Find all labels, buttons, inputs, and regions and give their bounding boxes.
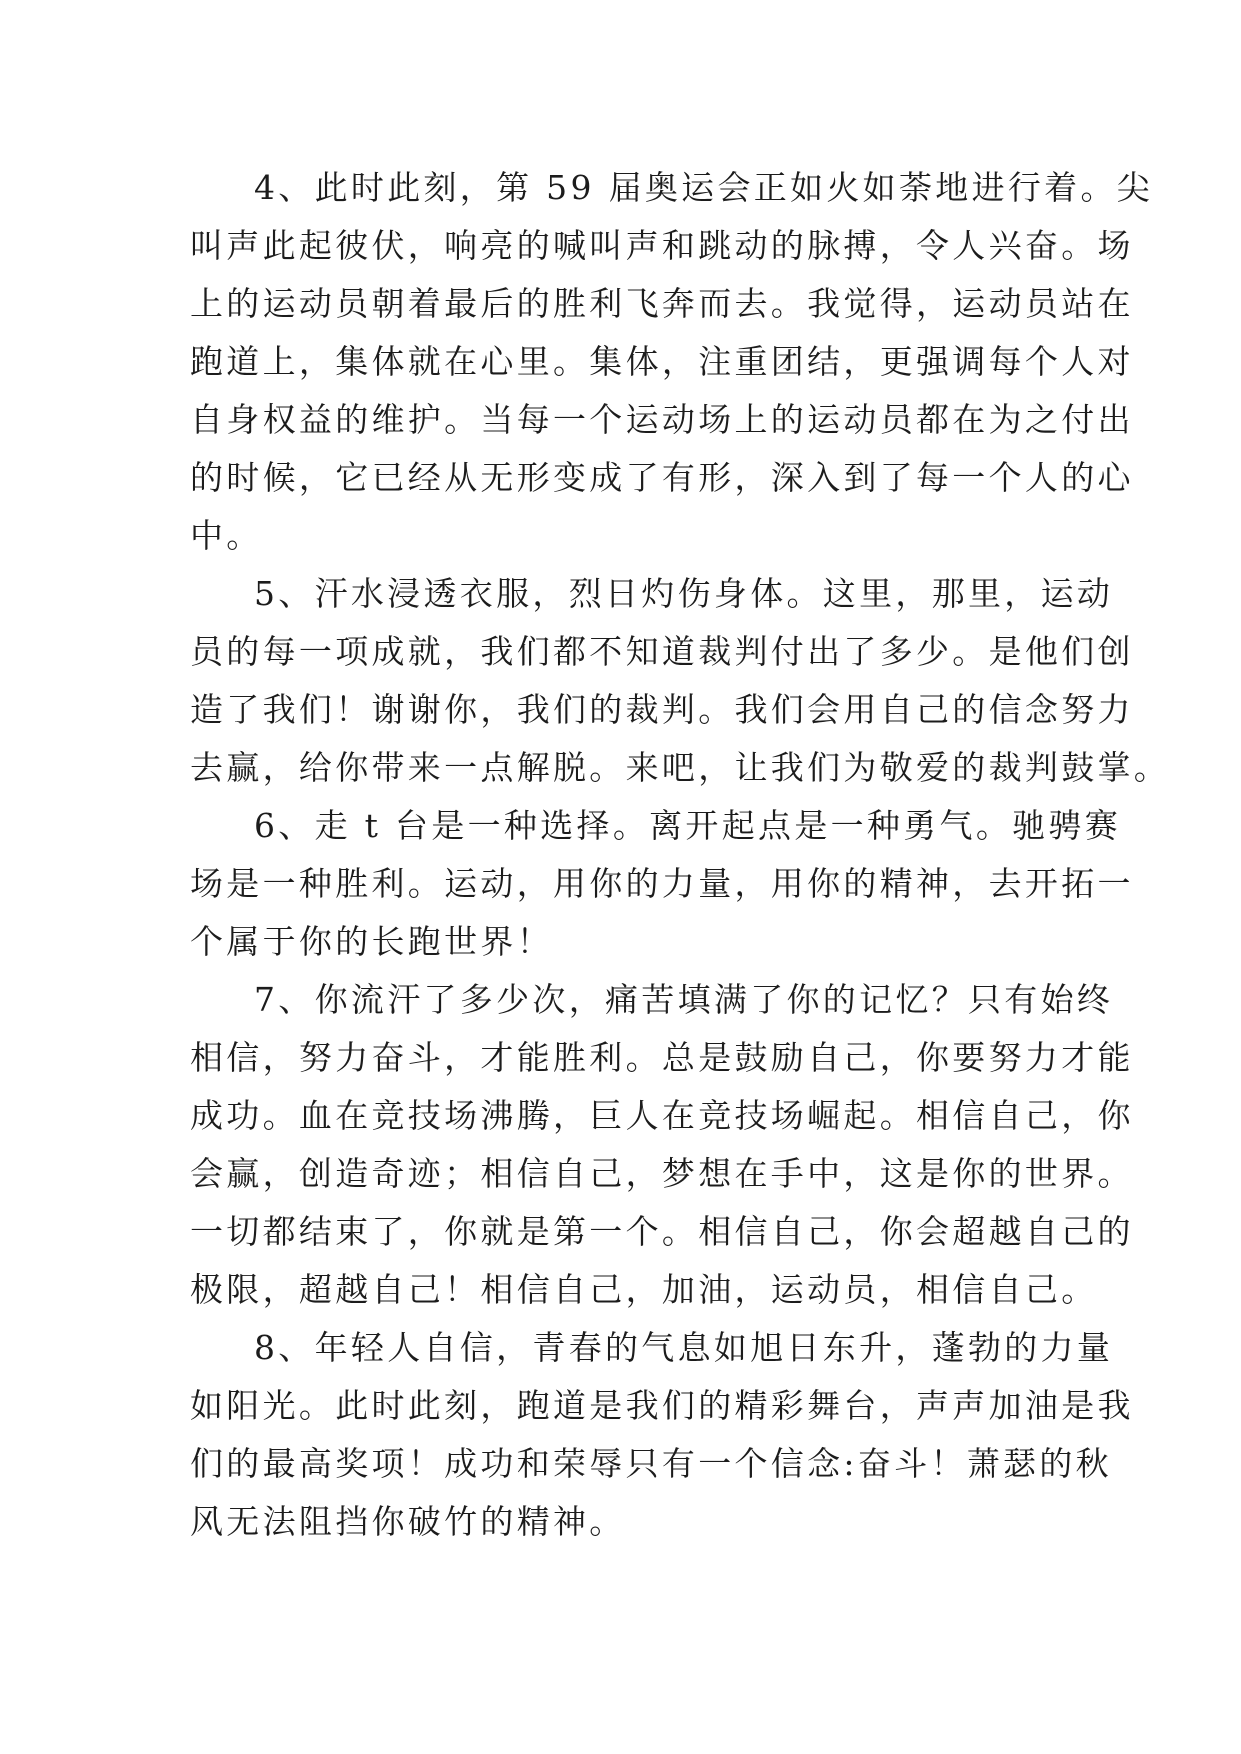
paragraph-8-line-1: 8、年轻人自信，青春的气息如旭日东升，蓬勃的力量	[254, 1328, 1114, 1367]
paragraph-8-line-4: 风无法阻挡你破竹的精神。	[190, 1502, 626, 1541]
paragraph-4-line-2: 叫声此起彼伏，响亮的喊叫声和跳动的脉搏，令人兴奋。场	[190, 226, 1134, 265]
paragraph-5-line-1: 5、汗水浸透衣服，烈日灼伤身体。这里，那里，运动	[254, 574, 1114, 613]
paragraph-7-line-6: 极限，超越自己！相信自己，加油，运动员，相信自己。	[190, 1270, 1098, 1309]
paragraph-4-line-3: 上的运动员朝着最后的胜利飞奔而去。我觉得，运动员站在	[190, 284, 1134, 323]
paragraph-8-line-3: 们的最高奖项！成功和荣辱只有一个信念:奋斗！萧瑟的秋	[190, 1444, 1112, 1483]
paragraph-8-line-2: 如阳光。此时此刻，跑道是我们的精彩舞台，声声加油是我	[190, 1386, 1134, 1425]
paragraph-4-line-4: 跑道上，集体就在心里。集体，注重团结，更强调每个人对	[190, 342, 1134, 381]
paragraph-7-line-2: 相信，努力奋斗，才能胜利。总是鼓励自己，你要努力才能	[190, 1038, 1134, 1077]
paragraph-7-line-3: 成功。血在竞技场沸腾，巨人在竞技场崛起。相信自己，你	[190, 1096, 1134, 1135]
paragraph-5-line-3: 造了我们！谢谢你，我们的裁判。我们会用自己的信念努力	[190, 690, 1134, 729]
paragraph-5-line-4: 去赢，给你带来一点解脱。来吧，让我们为敬爱的裁判鼓掌。	[190, 748, 1171, 787]
paragraph-4-line-5: 自身权益的维护。当每一个运动场上的运动员都在为之付出	[190, 400, 1134, 439]
paragraph-7-line-5: 一切都结束了，你就是第一个。相信自己，你会超越自己的	[190, 1212, 1134, 1251]
paragraph-6-line-1: 6、走 t 台是一种选择。离开起点是一种勇气。驰骋赛	[254, 806, 1122, 845]
paragraph-4-line-1: 4、此时此刻，第 59 届奥运会正如火如荼地进行着。尖	[254, 168, 1154, 207]
paragraph-4-line-7: 中。	[190, 516, 263, 555]
paragraph-7-line-1: 7、你流汗了多少次，痛苦填满了你的记忆？只有始终	[254, 980, 1114, 1019]
paragraph-4-line-6: 的时候，它已经从无形变成了有形，深入到了每一个人的心	[190, 458, 1134, 497]
paragraph-6-line-3: 个属于你的长跑世界！	[190, 922, 553, 961]
paragraph-6-line-2: 场是一种胜利。运动，用你的力量，用你的精神，去开拓一	[190, 864, 1134, 903]
paragraph-7-line-4: 会赢，创造奇迹；相信自己，梦想在手中，这是你的世界。	[190, 1154, 1134, 1193]
paragraph-5-line-2: 员的每一项成就，我们都不知道裁判付出了多少。是他们创	[190, 632, 1134, 671]
